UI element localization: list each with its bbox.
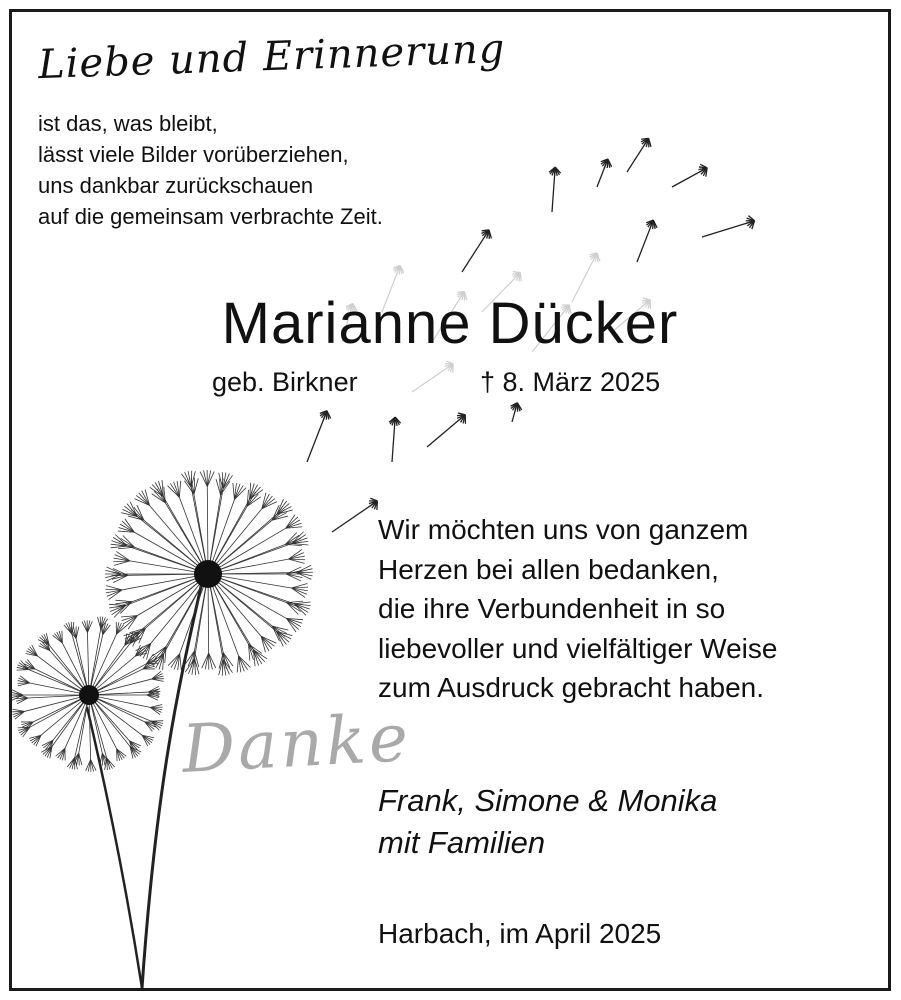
death-date: † 8. März 2025: [480, 367, 661, 397]
danke-script: Danke: [180, 699, 413, 788]
thanks-line: Herzen bei allen bedanken,: [378, 553, 719, 585]
thanks-text: [378, 510, 777, 708]
script-heading: Liebe und Erinnerung: [37, 25, 507, 89]
thanks-line: liebevoller und vielfältiger Weise: [378, 632, 778, 664]
birth-name: geb. Birkner: [212, 367, 358, 397]
poem-line: ist das, was bleibt,: [38, 111, 218, 136]
obituary-card: [9, 9, 891, 991]
poem-line: lässt viele Bilder vorüberziehen,: [38, 142, 349, 167]
signer-names: Frank, Simone & Monika: [378, 783, 718, 818]
poem-line: uns dankbar zurückschauen: [38, 173, 314, 198]
signer-families: mit Familien: [378, 825, 546, 860]
thanks-line: Wir möchten uns von ganzem: [378, 514, 749, 545]
thanks-line: die ihre Verbundenheit in so: [378, 593, 726, 624]
place-date: Harbach, im April 2025: [378, 918, 662, 949]
poem: [38, 108, 383, 232]
signers: [378, 780, 717, 864]
thanks-line: zum Ausdruck gebracht haben.: [378, 672, 765, 703]
poem-line: auf die gemeinsam verbrachte Zeit.: [38, 204, 383, 229]
deceased-name: Marianne Dücker: [221, 291, 679, 356]
